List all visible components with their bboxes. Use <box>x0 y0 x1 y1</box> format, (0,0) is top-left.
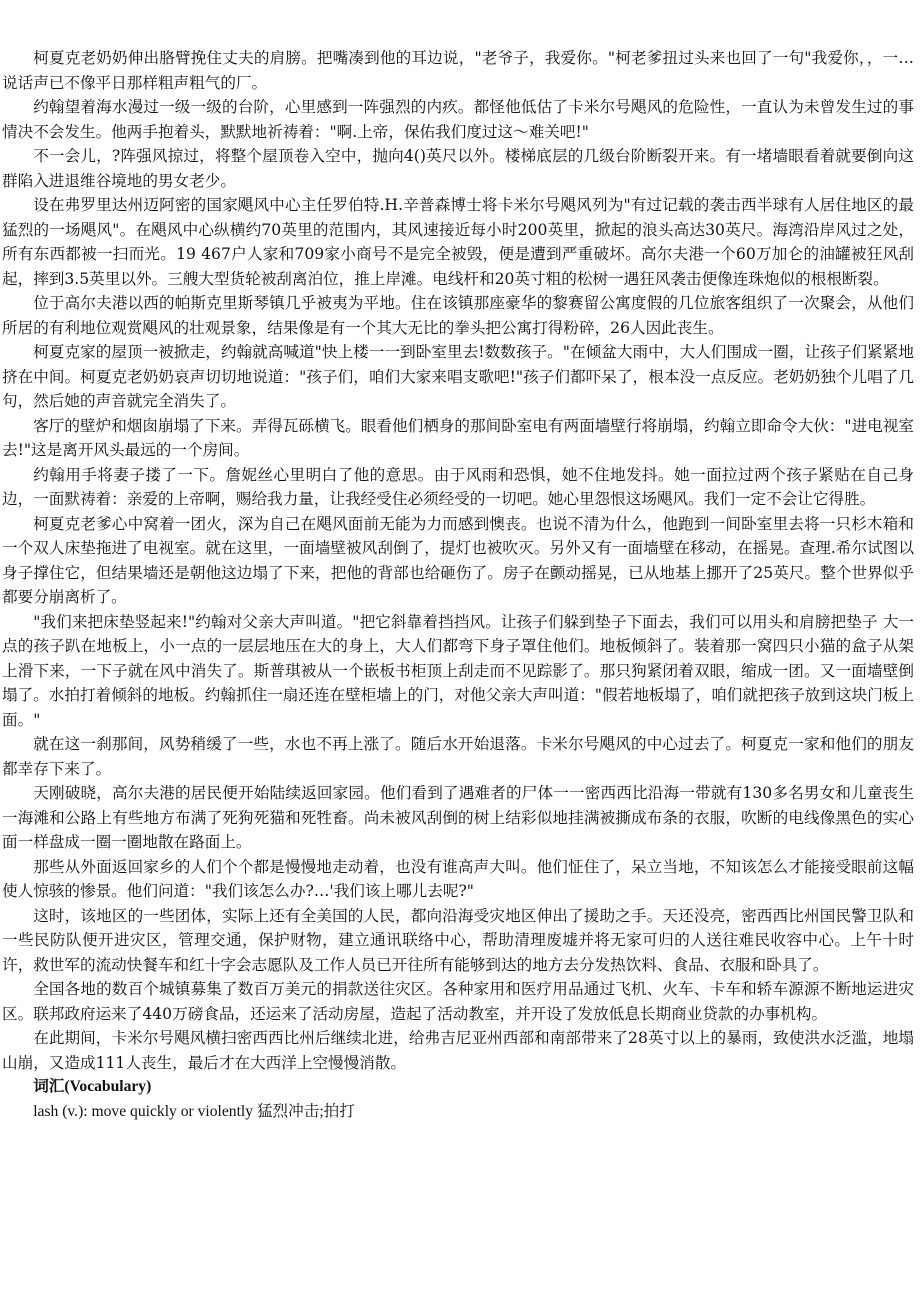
paragraph: 在此期间，卡米尔号飓风横扫密西西比州后继续北进，给弗吉尼亚州西部和南部带来了28英寸以上的暴雨，致使洪水泛滥，地塌山崩，又造成111人丧生，最后才在大西洋上空慢慢消散。 <box>2 1029 914 1072</box>
paragraph: 设在弗罗里达州迈阿密的国家飓风中心主任罗伯特.H.辛普森博士将卡米尔号飓风列为"有过记载的袭击西半球有人居住地区的最猛烈的一场飓风"。在飓风中心纵横约70英里的范围内，其风速接近每小时200英里，掀起的浪头高达30英尺。海湾沿岸风过之处，所有东西都被一扫而光。19 467户人家和709家小商号不是完全被毁，便是遭到严重破坏。高尔夫港一个60万加仑的油罐被狂风刮起，摔到3.5英里以外。三艘大型货轮被刮离泊位，推上岸滩。电线杆和20英寸粗的松树一遇狂风袭击便像连珠炮似的根根断裂。 <box>2 196 914 288</box>
vocabulary-entry: lash (v.): move quickly or violently 猛烈冲击;拍打 <box>33 1102 355 1120</box>
vocabulary-heading: 词汇(Vocabulary) <box>33 1078 152 1095</box>
paragraph: 柯夏克老奶奶伸出胳臂挽住丈夫的肩膀。把嘴凑到他的耳边说，"老爷子，我爱你。"柯老爹扭过头来也回了一句"我爱你，，一…说话声已不像平日那样粗声粗气的厂。 <box>2 49 914 92</box>
paragraph: 天刚破晓，高尔夫港的居民便开始陆续返回家园。他们看到了遇难者的尸体一一密西西比沿海一带就有130多名男女和儿童丧生一海滩和公路上有些地方布满了死狗死猫和死牲畜。尚未被风刮倒的树上结彩似地挂满被撕成布条的衣服，吹断的电线像黑色的实心面一样盘成一圈一圈地散在路面上。 <box>2 784 914 851</box>
paragraph: 柯夏克家的屋顶一被掀走，约翰就高喊道"快上楼一一到卧室里去!数数孩子。"在倾盆大雨中，大人们围成一圈，让孩子们紧紧地挤在中间。柯夏克老奶奶哀声切切地说道："孩子们，咱们大家来唱支歌吧!"孩子们都吓呆了，根本没一点反应。老奶奶独个儿唱了几句，然后她的声音就完全消失了。 <box>2 343 914 410</box>
paragraph: 约翰用手将妻子搂了一下。詹妮丝心里明白了他的意思。由于风雨和恐惧，她不住地发抖。她一面拉过两个孩子紧贴在自己身边，一面默祷着：亲爱的上帝啊，赐给我力量，让我经受住必须经受的一切吧。她心里怨恨这场飓风。我们一定不会让它得胜。 <box>2 465 914 508</box>
paragraph: 这时，该地区的一些团体，实际上还有全美国的人民，都向沿海受灾地区伸出了援助之手。天还没亮，密西西比州国民警卫队和一些民防队便开进灾区，管理交通，保护财物，建立通讯联络中心，帮助清理废墟并将无家可归的人送往难民收容中心。上午十时许，救世军的流动快餐车和红十字会志愿队及工作人员已开往所有能够到达的地方去分发热饮料、食品、衣服和卧具了。 <box>2 906 914 974</box>
paragraph: 那些从外面返回家乡的人们个个都是慢慢地走动着，也没有谁高声大叫。他们怔住了，呆立当地，不知该怎么才能接受眼前这幅使人惊骇的惨景。他们问道："我们该怎么办?…'我们该上哪儿去呢?" <box>2 857 914 900</box>
paragraph: 不一会儿，?阵强风掠过，将整个屋顶卷入空中，抛向4()英尺以外。楼梯底层的几级台阶断裂开来。有一堵墙眼看着就要倒向这群陷入进退维谷境地的男女老少。 <box>2 147 914 190</box>
paragraph: 全国各地的数百个城镇募集了数百万美元的捐款送往灾区。各种家用和医疗用品通过飞机、火车、卡车和轿车源源不断地运进灾区。联邦政府运来了440万磅食品，还运来了活动房屋，造起了活动教室，并开设了发放低息长期商业贷款的办事机构。 <box>2 980 914 1023</box>
paragraph: "我们来把床垫竖起来!"约翰对父亲大声叫道。"把它斜靠着挡挡风。让孩子们躲到垫子下面去，我们可以用头和肩膀把垫子 大一点的孩子趴在地板上，小一点的一层层地压在大的身上，大人们都弯下身子罩住他们。地板倾斜了。装着那一窝四只小猫的盒子从架上滑下来，一下子就在风中消失了。斯普琪被从一个嵌板书柜顶上刮走而不见踪影了。那只狗紧闭着双眼，缩成一团。又一面墙壁倒塌了。水拍打着倾斜的地板。约翰抓住一扇还连在壁柜墙上的门，对他父亲大声叫道："假若地板塌了，咱们就把孩子放到这块门板上面。" <box>2 612 914 729</box>
paragraph: 约翰望着海水漫过一级一级的台阶，心里感到一阵强烈的内疚。都怪他低估了卡米尔号飓风的危险性，一直认为未曾发生过的事情决不会发生。他两手抱着头，默默地祈祷着："啊.上帝，保佑我们度过这～难关吧!" <box>2 98 914 141</box>
document-body <box>2 46 914 1124</box>
paragraph: 客厅的壁炉和烟囱崩塌了下来。弄得瓦砾横飞。眼看他们栖身的那间卧室电有两面墙壁行将崩塌，约翰立即命令大伙："进电视室去!"这是离开风头最远的一个房间。 <box>2 416 914 459</box>
paragraph: 位于高尔夫港以西的帕斯克里斯琴镇几乎被夷为平地。住在该镇那座豪华的黎赛留公寓度假的几位旅客组织了一次聚会，从他们所居的有利地位观赏飓风的壮观景象，结果像是有一个其大无比的拳头把公寓打得粉碎，26人因此丧生。 <box>2 294 914 337</box>
paragraph: 柯夏克老爹心中窝着一团火，深为自己在飓风面前无能为力而感到懊丧。也说不清为什么，他跑到一间卧室里去将一只杉木箱和一个双人床垫拖进了电视室。就在这里，一面墙壁被风刮倒了，提灯也被吹灭。另外又有一面墙壁在移动，在摇晃。查理.希尔试图以身子撑住它，但结果墙还是朝他这边塌了下来，把他的背部也给砸伤了。房子在颤动摇晃，已从地基上挪开了25英尺。整个世界似乎都要分崩离析了。 <box>2 514 914 606</box>
paragraph: 就在这一刹那间，风势稍缓了一些，水也不再上涨了。随后水开始退落。卡米尔号飓风的中心过去了。柯夏克一家和他们的朋友都幸存下来了。 <box>2 735 914 778</box>
